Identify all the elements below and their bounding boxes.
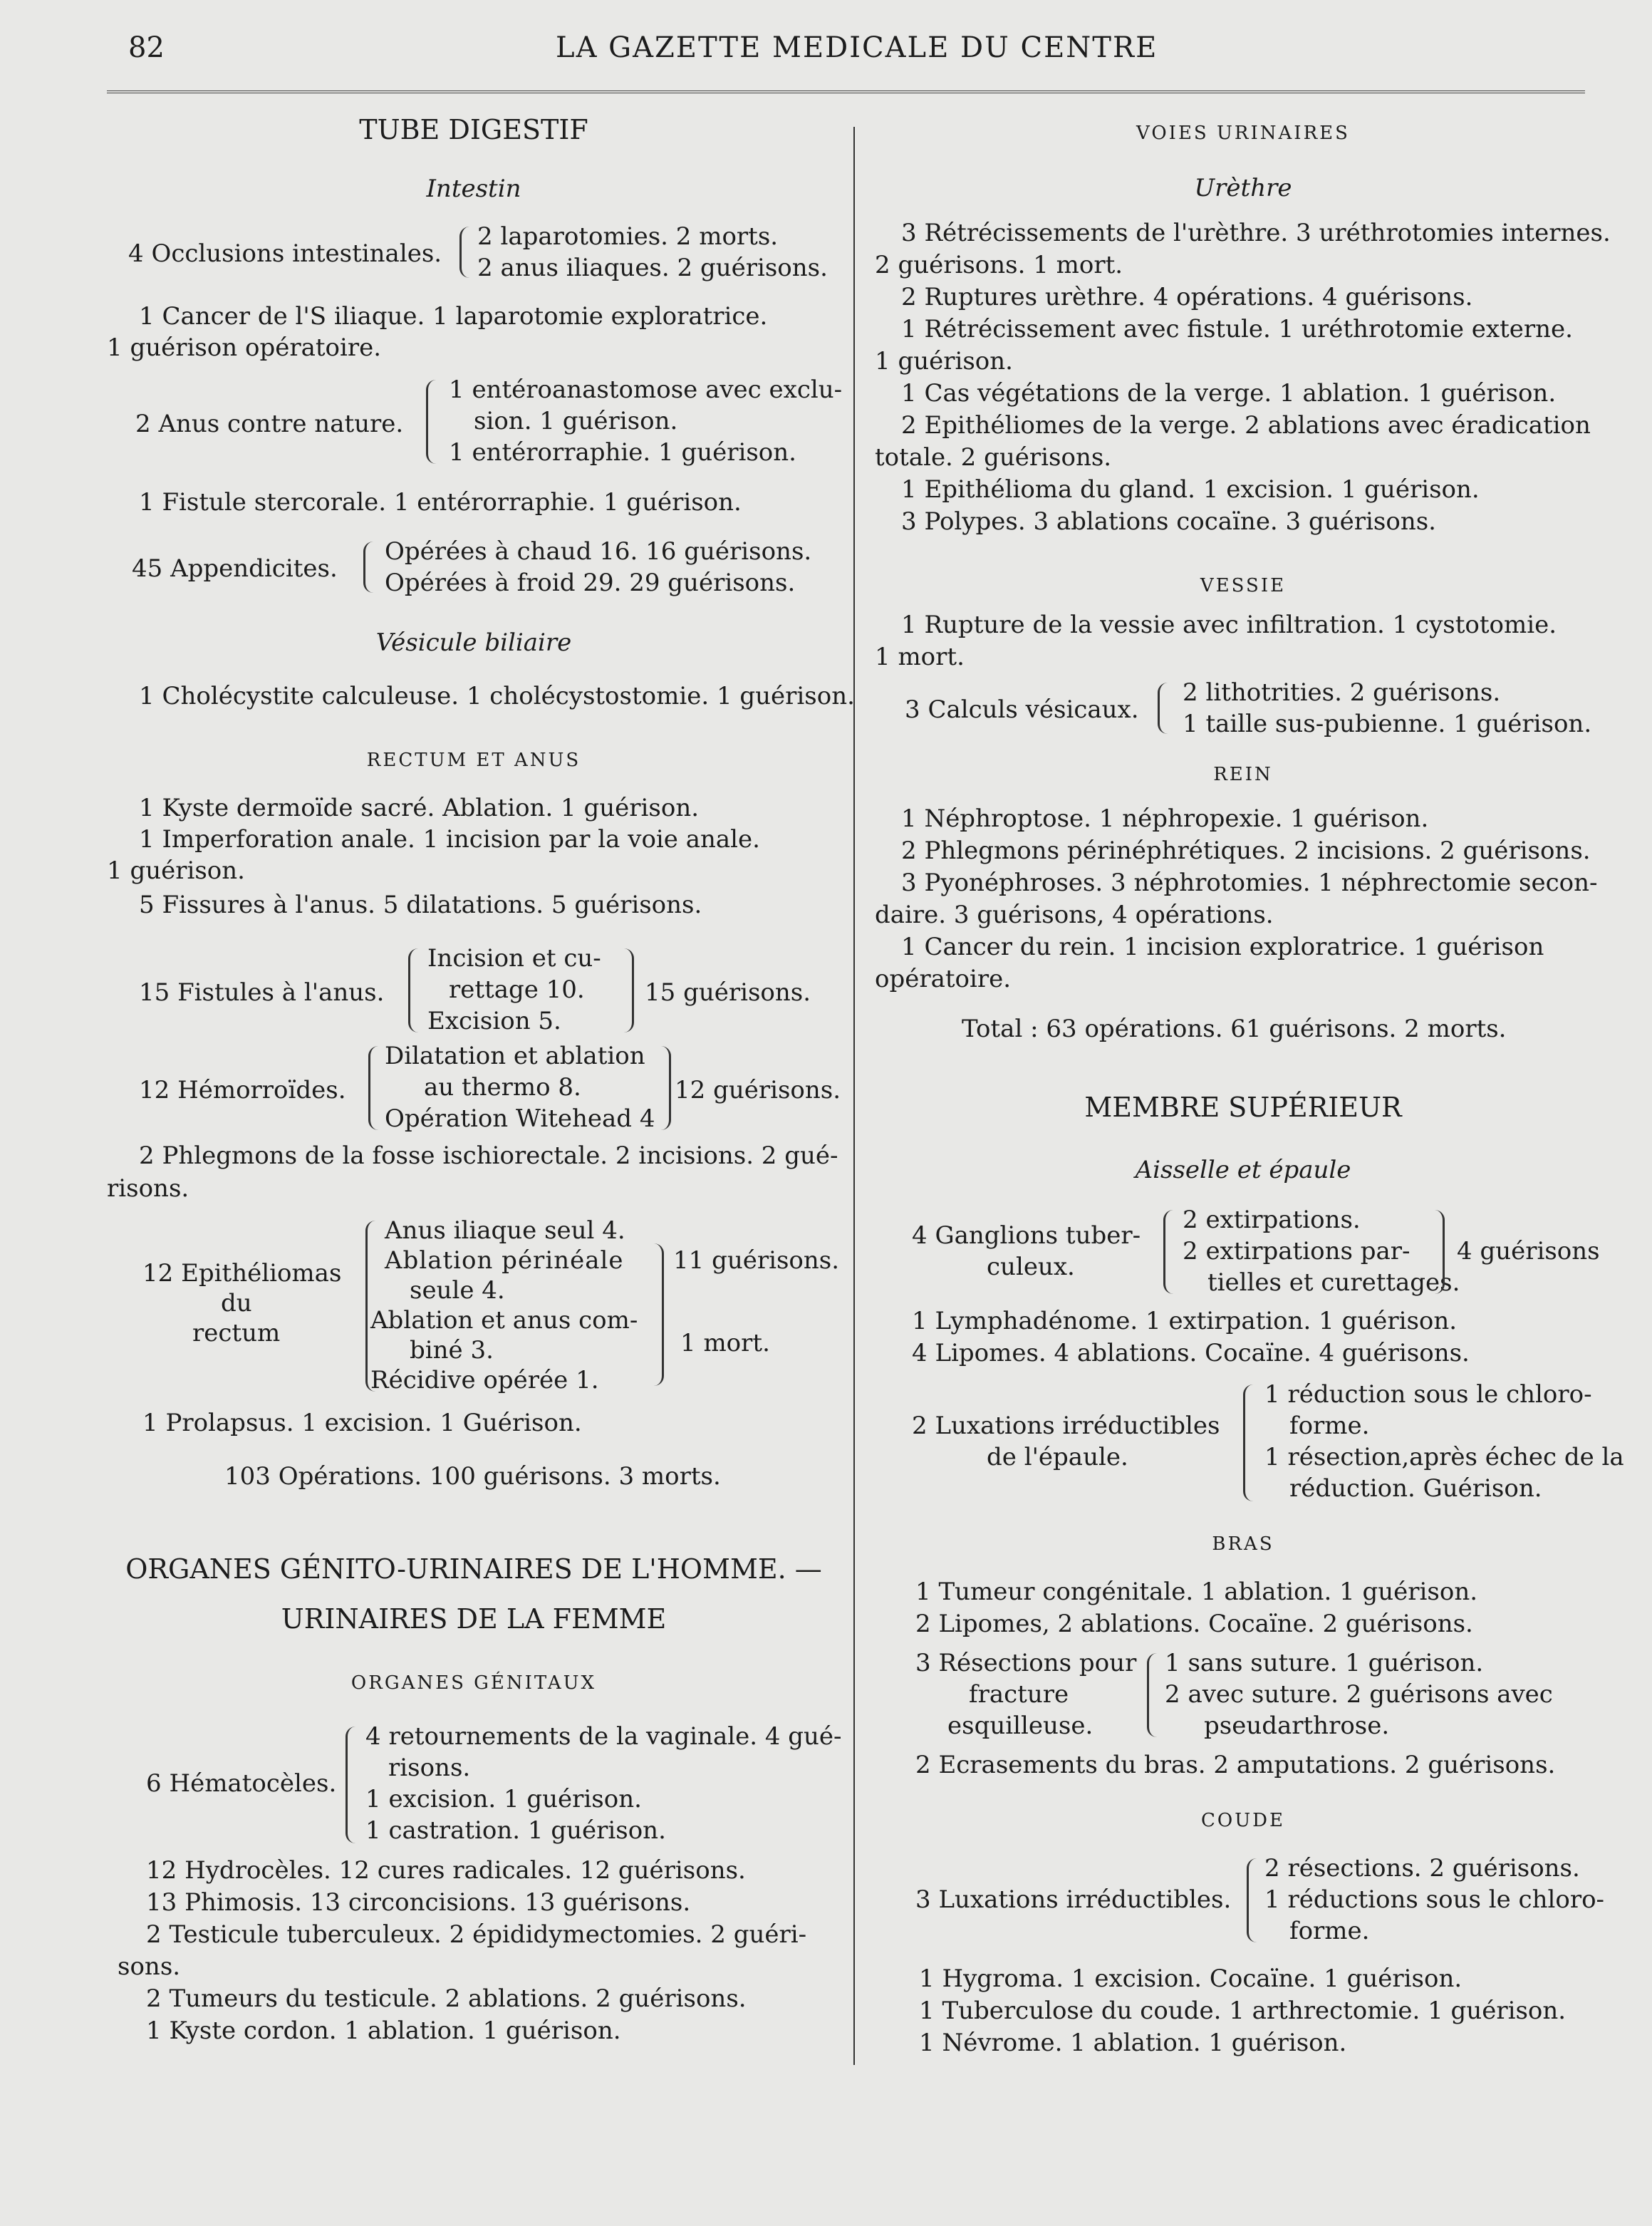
header-rule	[107, 90, 1585, 93]
entry-ganglions: 4 Ganglions tuber- culeux. 2 extirpations. 2 extirpations par- tielles et curettages. 4 guérisons	[912, 1206, 1600, 1297]
subtitle-coude: COUDE	[1201, 1810, 1285, 1831]
section-title-organes: ORGANES GÉNITO-URINAIRES DE L'HOMME. —	[125, 1553, 822, 1585]
subtitle-vesicule: Vésicule biliaire	[375, 628, 572, 657]
subtitle-organes-genitaux: ORGANES GÉNITAUX	[350, 1672, 597, 1694]
entry-label: 4 Occlusions intestinales.	[128, 239, 442, 268]
brace	[363, 542, 374, 593]
subtitle-rectum: RECTUM ET ANUS	[366, 750, 581, 771]
entry-fistules: 15 Fistules à l'anus. Incision et cu- rettage 10. Excision 5. 15 guérisons.	[139, 944, 811, 1035]
brace	[1163, 1210, 1174, 1294]
brace	[1434, 1210, 1445, 1294]
brace	[426, 380, 437, 464]
journal-title: LA GAZETTE MEDICALE DU CENTRE	[556, 31, 1158, 64]
brace	[653, 1243, 664, 1386]
entry-hemorroides: 12 Hémorroïdes. Dilatation et ablation au thermo 8. Opération Witehead 4 12 guérisons.	[139, 1042, 841, 1133]
brace	[368, 1046, 379, 1130]
subtitle-rein: REIN	[1213, 764, 1273, 785]
brace	[660, 1046, 671, 1130]
subtitle-bras: BRAS	[1212, 1533, 1274, 1555]
entry-luxations-epaule: 2 Luxations irréductibles de l'épaule. 1 réduction sous le chloro- forme. 1 résection,après échec de la réduction. Guérison.	[912, 1380, 1624, 1503]
total-tube-digestif: 103 Opérations. 100 guérisons. 3 morts.	[224, 1462, 721, 1491]
brace	[408, 948, 419, 1032]
section-title-voies-urinaires: VOIES URINAIRES	[1136, 123, 1350, 144]
brace	[1158, 683, 1168, 734]
entry-calculs: 3 Calculs vésicaux. 2 lithotrities. 2 guérisons. 1 taille sus-pubienne. 1 guérison.	[905, 678, 1592, 738]
entry-epitheliomas: 12 Epithéliomas du rectum Anus iliaque seul 4. Ablation périnéale seule 4. Ablation et anus com- biné 3. Récidive opérée 1. 11 guérisons. 1 mort.	[142, 1216, 840, 1394]
subtitle-vessie: VESSIE	[1200, 575, 1287, 596]
brace	[346, 1727, 356, 1843]
subtitle-urethre: Urèthre	[1194, 174, 1292, 202]
total-voies-urinaires: Total : 63 opérations. 61 guérisons. 2 morts.	[962, 1015, 1507, 1043]
page-number: 82	[128, 31, 165, 64]
brace	[459, 227, 470, 278]
entry-luxations-coude: 3 Luxations irréductibles. 2 résections. 2 guérisons. 1 réductions sous le chloro- forme.	[915, 1854, 1605, 1945]
entry-occlusions: 4 Occlusions intestinales. 2 laparotomies. 2 morts. 2 anus iliaques. 2 guérisons.	[128, 222, 828, 282]
subtitle-intestin: Intestin	[426, 175, 521, 203]
brace	[1243, 1384, 1254, 1501]
running-head	[0, 32, 1652, 75]
subtitle-aisselle: Aisselle et épaule	[1135, 1156, 1351, 1184]
section-title-tube-digestif: TUBE DIGESTIF	[359, 114, 588, 145]
entry-anus-contre-nature: 2 Anus contre nature. 1 entéroanastomose avec exclu- sion. 1 guérison. 1 entérorraphie. 1 guérison.	[135, 376, 843, 467]
brace	[1247, 1858, 1257, 1942]
brace	[623, 948, 634, 1032]
brace	[1147, 1653, 1158, 1737]
section-title-membre-superieur: MEMBRE SUPÉRIEUR	[1084, 1092, 1402, 1123]
entry-appendicites: 45 Appendicites. Opérées à chaud 16. 16 guérisons. Opérées à froid 29. 29 guérisons.	[132, 537, 812, 597]
entry-resections: 3 Résections pour fracture esquilleuse. 1 sans suture. 1 guérison. 2 avec suture. 2 guérisons avec pseudarthrose.	[915, 1649, 1553, 1740]
entry-hematoceles: 6 Hématocèles. 4 retournements de la vaginale. 4 gué- risons. 1 excision. 1 guérison. 1 castration. 1 guérison.	[146, 1722, 842, 1845]
